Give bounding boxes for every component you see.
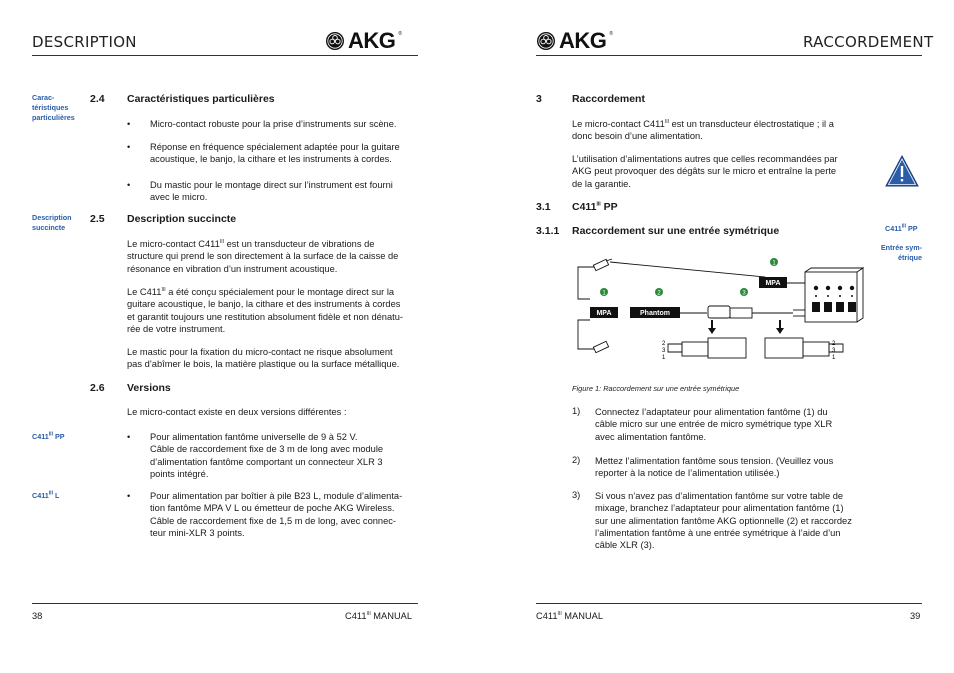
svg-text:1: 1 (602, 290, 606, 297)
paragraph: Le mastic pour la fixation du micro-contact ne risque absolument pas d’abîmer le bois, la matière plastique ou la surface métallique. (127, 347, 400, 370)
section-number: 2.4 (90, 93, 105, 105)
mic-connector-bottom-icon (593, 341, 608, 352)
paragraph: Le micro-contact $C411^{III}$ est un transducteur électrostatique ; il a donc besoin d’une alimentation. (572, 118, 834, 142)
side-label-features: Carac- téristiques particulières (32, 93, 75, 122)
left-header-rule (32, 55, 418, 56)
mixer-icon (805, 272, 857, 322)
section-title: Versions (127, 382, 171, 394)
side-label-entree: Entrée sym- étrique (880, 243, 922, 262)
right-footer-rule (536, 603, 922, 604)
arrow-down-icon (776, 320, 784, 334)
svg-text:2: 2 (657, 290, 661, 297)
paragraph: L’utilisation d’alimentations autres que celles recommandées par AKG peut provoquer des dégâts sur le micro et entraîne la perte de la garantie. (572, 154, 838, 189)
svg-text:1: 1 (772, 260, 776, 267)
page-number: 38 (32, 611, 43, 621)
list-item: Du mastic pour le montage direct sur l’instrument est fourni avec le micro. (150, 180, 393, 203)
mic-connector-top-icon (593, 259, 612, 271)
left-footer-rule (32, 603, 418, 604)
svg-text:2: 2 (662, 341, 666, 347)
svg-text:1: 1 (832, 355, 836, 361)
arrow-down-icon (708, 320, 716, 334)
svg-text:3: 3 (832, 348, 836, 354)
paragraph: Le micro-contact existe en deux versions différentes : (127, 407, 347, 417)
mpa-label: MPA (765, 280, 781, 287)
akg-logo-text: AKG (559, 28, 607, 53)
xlr-male-icon (765, 338, 803, 358)
bullet-icon: • (127, 432, 131, 442)
footer-title: $C411^{III}$ MANUAL (536, 610, 604, 621)
right-akg-logo: AKG ® (536, 28, 613, 54)
step-number: 2) (572, 455, 581, 465)
section-title: Description succincte (127, 213, 237, 225)
section-title: $C411^{III}$ PP (572, 201, 618, 213)
side-label-pp: $C411^{III}$ PP (885, 223, 918, 233)
list-item: Réponse en fréquence spécialement adaptée pour la guitare acoustique, le banjo, la cithare et les instruments à cordes. (150, 142, 400, 165)
section-number: 3.1.1 (536, 225, 560, 237)
section-number: 3 (536, 93, 542, 105)
list-item: Micro-contact robuste pour la prise d’instruments sur scène. (150, 119, 397, 129)
svg-text:3: 3 (742, 290, 746, 297)
connection-diagram (572, 252, 864, 364)
list-item: Pour alimentation fantôme universelle de 9 à 52 V. Câble de raccordement fixe de 3 m de long avec module d’alimentation fantôme comportant un connecteur XLR 3 points intégré. (150, 432, 384, 479)
svg-text:2: 2 (832, 341, 836, 347)
figure-caption: Figure 1: Raccordement sur une entrée symétrique (572, 384, 740, 393)
phantom-label: Phantom (640, 310, 670, 317)
section-title: Raccordement (572, 93, 645, 105)
side-label-l: $C411^{III}$ L (32, 490, 60, 500)
side-label-pp: $C411^{III}$ PP (32, 431, 65, 441)
xlr-female-icon (668, 344, 682, 352)
step-text: Si vous n’avez pas d’alimentation fantôme sur votre table de mixage, branchez l’adaptateur pour alimentation fantôme (1) sur une alimentation fantôme AKG optionnelle (2) et raccordez l’alimentation fantôme à une entrée symétrique à l’aide d’un câble XLR (3). (595, 491, 852, 551)
bullet-icon: • (127, 142, 131, 152)
side-label-description: Description succincte (32, 213, 72, 232)
step-number: 1) (572, 406, 581, 416)
step-number: 3) (572, 490, 581, 500)
paragraph: Le micro-contact $C411^{III}$ est un transducteur de vibrations de structure qui prend le son directement à la surface de la caisse de résonance en vibration d’un instrument acoustique. (127, 238, 399, 274)
section-title: Raccordement sur une entrée symétrique (572, 225, 780, 237)
right-header-rule (536, 55, 922, 56)
section-title: Caractéristiques particulières (127, 93, 275, 105)
step-text: Connectez l’adaptateur pour alimentation fantôme (1) du câble micro sur une entrée de micro symétrique type XLR avec alimentation fantôme. (595, 407, 833, 442)
left-akg-logo: AKG ® (325, 28, 402, 54)
bullet-icon: • (127, 180, 131, 190)
bullet-icon: • (127, 491, 131, 501)
right-page-header: RACCORDEMENT (803, 33, 934, 51)
warning-icon (884, 154, 920, 188)
footer-title: $C411^{III}$ MANUAL (345, 610, 413, 621)
svg-text:3: 3 (662, 348, 666, 354)
akg-emblem-icon (536, 31, 556, 51)
bullet-icon: • (127, 119, 131, 129)
left-page-header: DESCRIPTION (32, 33, 137, 51)
section-number: 3.1 (536, 201, 551, 213)
akg-logo-text: AKG (348, 28, 396, 53)
akg-emblem-icon (325, 31, 345, 51)
page-number: 39 (910, 611, 921, 621)
svg-text:1: 1 (662, 355, 666, 361)
list-item: Pour alimentation par boîtier à pile B23 L, module d’alimenta- tion fantôme MPA V L ou émetteur de poche AKG Wireless. Câble de raccordement fixe de 1,5 m de long, avec connec- teur mini-XLR 3 points. (150, 491, 403, 538)
step-text: Mettez l’alimentation fantôme sous tension. (Veuillez vous reporter à la notice de l’alimentation utilisée.) (595, 456, 834, 479)
mpa-label: MPA (596, 310, 612, 317)
section-number: 2.5 (90, 213, 105, 225)
paragraph: Le $C411^{III}$ a été conçu spécialement pour le montage direct sur la guitare acoustique, le banjo, la cithare et des instruments à cordes et garantit toujours une restitution absolument fidèle et non dénatu- rée de votre instrument. (127, 286, 403, 334)
section-number: 2.6 (90, 382, 105, 394)
